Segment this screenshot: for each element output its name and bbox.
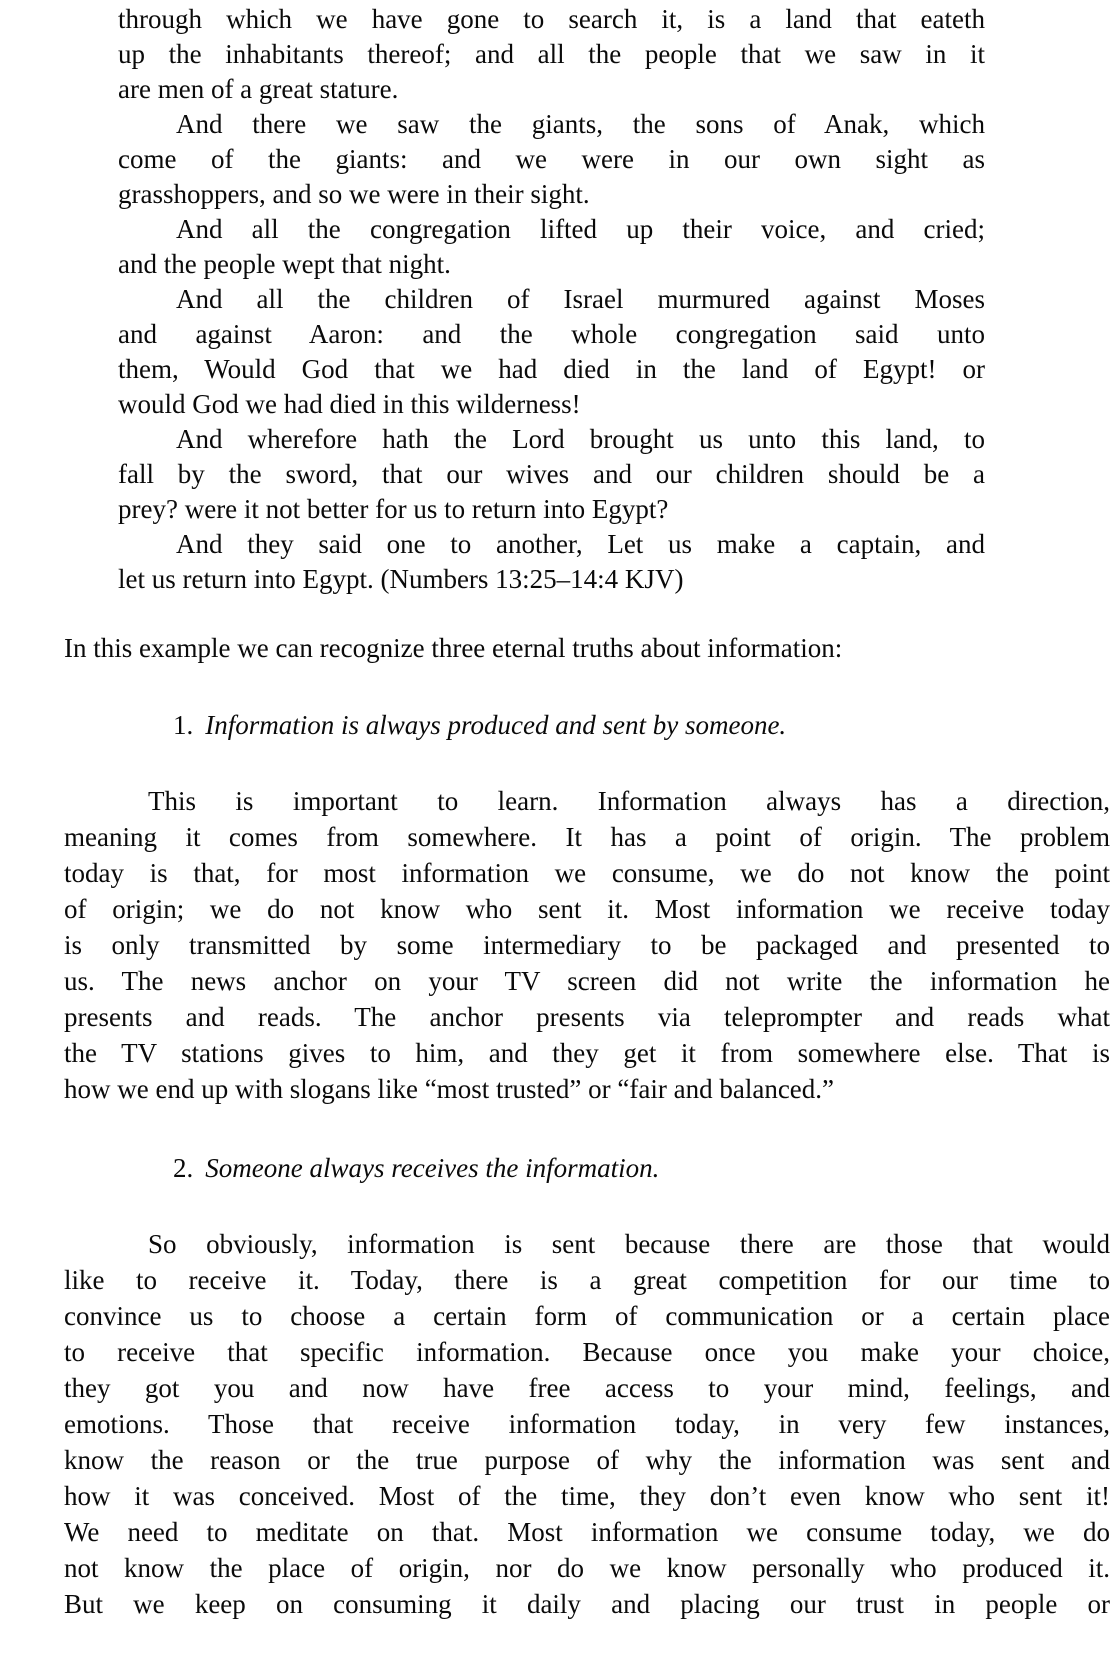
text-line: of origin; we do not know who sent it. Most information we receive today <box>64 894 1110 924</box>
text-line: like to receive it. Today, there is a great competition for our time to <box>64 1265 1110 1295</box>
truth-2-heading <box>173 1150 1110 1186</box>
text-line: convince us to choose a certain form of communication or a certain place <box>64 1301 1110 1331</box>
text-line: come of the giants: and we were in our own sight as <box>118 144 985 174</box>
text-line: how we end up with slogans like “most trusted” or “fair and balanced.” <box>64 1074 835 1104</box>
text-line: And there we saw the giants, the sons of Anak, which <box>176 109 985 139</box>
text-line: today is that, for most information we consume, we do not know the point <box>64 858 1110 888</box>
text-line: grasshoppers, and so we were in their sight. <box>118 179 590 209</box>
text-line: to receive that specific information. Because once you make your choice, <box>64 1337 1110 1367</box>
text-line: the TV stations gives to him, and they get it from somewhere else. That is <box>64 1038 1110 1068</box>
text-line: they got you and now have free access to your mind, feelings, and <box>64 1373 1110 1403</box>
text-line: And all the children of Israel murmured against Moses <box>176 284 985 314</box>
text-line: not know the place of origin, nor do we know personally who produced it. <box>64 1553 1110 1583</box>
text-line: know the reason or the true purpose of why the information was sent and <box>64 1445 1110 1475</box>
text-line: And wherefore hath the Lord brought us unto this land, to <box>176 424 985 454</box>
truth-2-number: 2. <box>173 1153 194 1183</box>
scripture-quote <box>118 0 985 597</box>
truth-1-heading <box>173 707 1110 743</box>
text-line: up the inhabitants thereof; and all the people that we saw in it <box>118 39 985 69</box>
text-line: And all the congregation lifted up their voice, and cried; <box>176 214 985 244</box>
text-line: us. The news anchor on your TV screen did not write the information he <box>64 966 1110 996</box>
text-line: And they said one to another, Let us make a captain, and <box>176 529 985 559</box>
text-line: This is important to learn. Information always has a direction, <box>148 786 1110 816</box>
text-line: are men of a great stature. <box>118 74 399 104</box>
text-line: presents and reads. The anchor presents via teleprompter and reads what <box>64 1002 1110 1032</box>
text-line: let us return into Egypt. (Numbers 13:25–14:4 KJV) <box>118 564 684 594</box>
truth-2-text: Someone always receives the information. <box>205 1153 660 1183</box>
text-line: So obviously, information is sent because there are those that would <box>148 1229 1110 1259</box>
text-line: them, Would God that we had died in the land of Egypt! or <box>118 354 985 384</box>
intro-paragraph: In this example we can recognize three eternal truths about information: <box>64 633 843 663</box>
text-line: prey? were it not better for us to return into Egypt? <box>118 494 669 524</box>
text-line: meaning it comes from somewhere. It has a point of origin. The problem <box>64 822 1110 852</box>
text-line: emotions. Those that receive information today, in very few instances, <box>64 1409 1110 1439</box>
body-paragraph-1 <box>64 783 1110 1107</box>
text-line: and against Aaron: and the whole congregation said unto <box>118 319 985 349</box>
text-line: is only transmitted by some intermediary to be packaged and presented to <box>64 930 1110 960</box>
body-paragraph-2 <box>64 1226 1110 1622</box>
truth-1-number: 1. <box>173 710 194 740</box>
text-line: fall by the sword, that our wives and our children should be a <box>118 459 985 489</box>
text-line: how it was conceived. Most of the time, they don’t even know who sent it! <box>64 1481 1110 1511</box>
truth-1-text: Information is always produced and sent by someone. <box>205 710 787 740</box>
text-line: We need to meditate on that. Most information we consume today, we do <box>64 1517 1110 1547</box>
text-line: But we keep on consuming it daily and placing our trust in people or <box>64 1589 1110 1619</box>
body-column <box>64 630 1110 1622</box>
text-line: through which we have gone to search it, is a land that eateth <box>118 4 985 34</box>
text-line: and the people wept that night. <box>118 249 451 279</box>
text-line: would God we had died in this wilderness! <box>118 389 581 419</box>
